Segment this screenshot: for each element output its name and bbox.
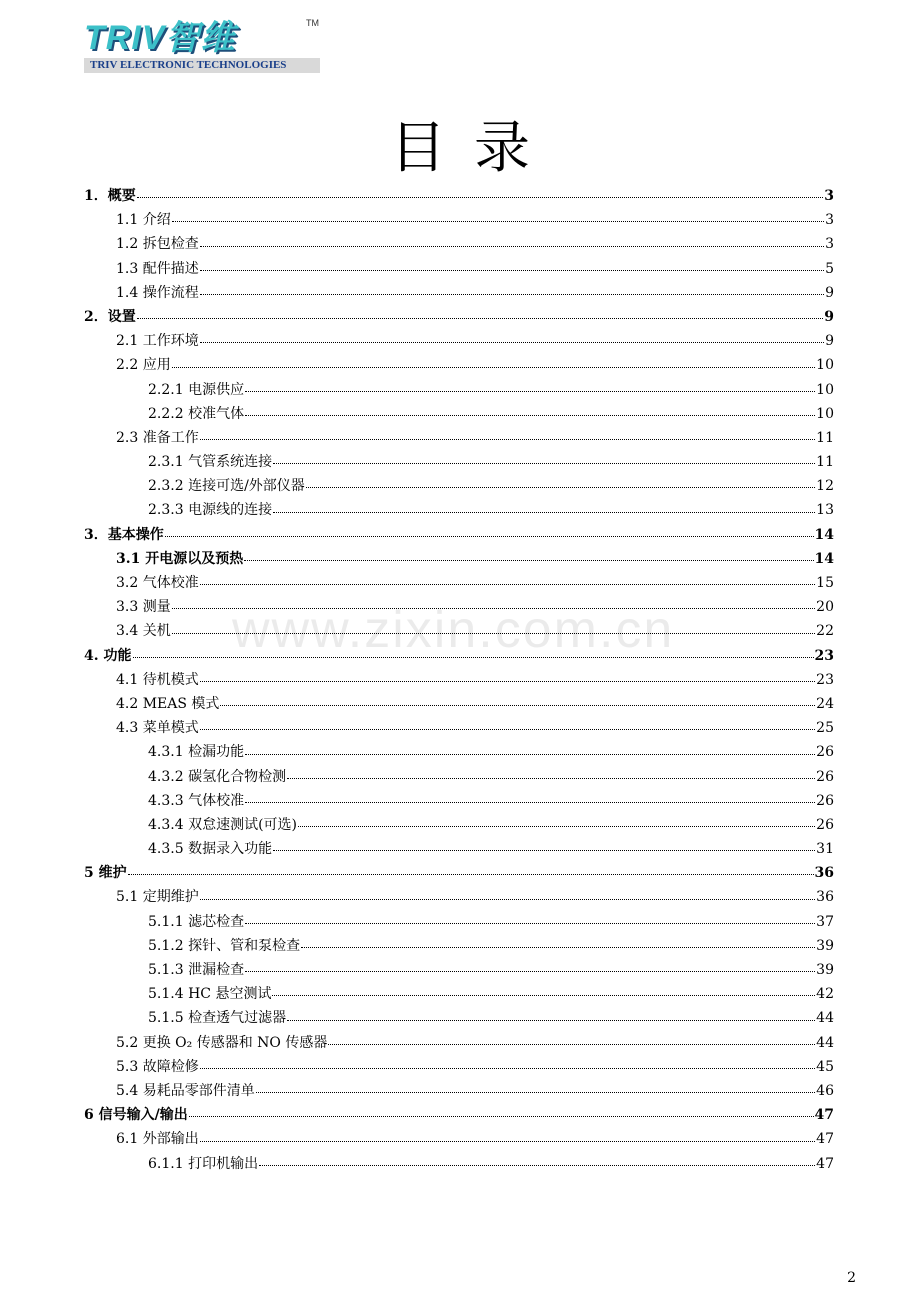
page-number: 2	[847, 1270, 856, 1286]
logo-tagline-bar	[84, 58, 320, 73]
toc-leader-dots	[200, 245, 824, 247]
toc-leader-dots	[272, 994, 815, 996]
toc-entry[interactable]	[84, 1152, 834, 1176]
toc-entry[interactable]	[84, 353, 834, 377]
toc-entry[interactable]	[84, 547, 834, 571]
toc-entry-page: 14	[814, 550, 834, 567]
toc-leader-dots	[306, 486, 815, 488]
toc-entry[interactable]	[84, 813, 834, 837]
toc-leader-dots	[200, 728, 815, 730]
toc-entry-label: 1.2 拆包检查	[116, 236, 199, 253]
toc-entry-page: 3	[824, 188, 834, 204]
toc-entry[interactable]	[84, 765, 834, 789]
toc-entry-page: 24	[816, 695, 834, 712]
toc-entry-page: 10	[816, 381, 834, 398]
toc-leader-dots	[301, 946, 815, 948]
toc-entry-page: 46	[816, 1082, 834, 1099]
toc-leader-dots	[245, 970, 815, 972]
toc-entry-label: 4.3.2 碳氢化合物检测	[148, 768, 287, 785]
toc-entry-label: 2．设置	[84, 308, 136, 325]
toc-leader-dots	[128, 873, 814, 875]
toc-entry[interactable]	[84, 692, 834, 716]
toc-leader-dots	[287, 777, 815, 779]
toc-entry[interactable]	[84, 1055, 834, 1079]
toc-leader-dots	[172, 220, 824, 222]
toc-entry-label: 6.1.1 打印机输出	[148, 1155, 259, 1172]
trademark-mark: TM	[306, 18, 319, 28]
toc-leader-dots	[200, 898, 815, 900]
toc-entry[interactable]	[84, 934, 834, 958]
toc-leader-dots	[245, 753, 815, 755]
toc-entry[interactable]	[84, 910, 834, 934]
toc-entry-page: 36	[814, 865, 834, 882]
toc-entry-page: 10	[816, 405, 834, 422]
toc-entry-label: 4.3 菜单模式	[116, 720, 199, 737]
toc-leader-dots	[137, 196, 824, 198]
toc-entry-page: 39	[816, 937, 834, 954]
logo-wordmark: TRIV智维	[84, 19, 236, 57]
toc-entry[interactable]	[84, 329, 834, 353]
toc-entry-page: 42	[816, 986, 834, 1003]
toc-leader-dots	[245, 390, 815, 392]
toc-entry-label: 1.4 操作流程	[116, 284, 199, 301]
toc-leader-dots	[245, 922, 815, 924]
page-title: 目录	[390, 116, 558, 181]
toc-leader-dots	[200, 438, 815, 440]
toc-entry-label: 1．概要	[84, 188, 136, 204]
toc-leader-dots	[165, 535, 814, 537]
toc-entry[interactable]	[84, 789, 834, 813]
toc-entry[interactable]	[84, 1031, 834, 1055]
toc-entry[interactable]	[84, 1006, 834, 1030]
toc-entry-label: 5.4 易耗品零部件清单	[116, 1082, 255, 1099]
toc-entry-label: 6.1 外部输出	[116, 1131, 199, 1148]
toc-entry[interactable]	[84, 837, 834, 861]
watermark: www.zixin.com.cn	[232, 601, 675, 659]
toc-leader-dots	[172, 607, 815, 609]
toc-entry-page: 9	[825, 284, 834, 301]
toc-entry-page: 26	[816, 792, 834, 809]
toc-entry-label: 5.1.3 泄漏检查	[148, 962, 245, 978]
toc-entry[interactable]	[84, 450, 834, 474]
toc-leader-dots	[200, 583, 815, 585]
toc-leader-dots	[256, 1091, 815, 1093]
toc-entry[interactable]	[84, 184, 834, 208]
toc-entry-label: 3.2 气体校准	[116, 575, 199, 591]
toc-entry-label: 6 信号输入/输出	[84, 1107, 188, 1124]
toc-leader-dots	[273, 462, 815, 464]
toc-entry-label: 4.3.4 双怠速测试(可选)	[148, 816, 297, 833]
toc-entry-label: 3.3 测量	[116, 599, 171, 616]
toc-entry-page: 3	[825, 212, 834, 229]
toc-entry-page: 25	[816, 720, 834, 737]
toc-leader-dots	[245, 414, 815, 416]
toc-entry-page: 44	[816, 1010, 834, 1027]
toc-leader-dots	[328, 1043, 815, 1045]
toc-entry-label: 3.1 开电源以及预热	[116, 550, 244, 567]
toc-leader-dots	[298, 825, 815, 827]
toc-entry-page: 13	[816, 502, 834, 519]
toc-entry-label: 5.1 定期维护	[116, 889, 199, 906]
toc-entry[interactable]	[84, 958, 834, 982]
toc-entry-label: 2.2.1 电源供应	[148, 381, 245, 398]
toc-entry[interactable]	[84, 281, 834, 305]
toc-entry[interactable]	[84, 426, 834, 450]
toc-entry-page: 47	[816, 1131, 834, 1148]
toc-entry-label: 4.3.3 气体校准	[148, 792, 245, 809]
toc-entry-label: 3.4 关机	[116, 623, 171, 640]
toc-entry[interactable]	[84, 498, 834, 522]
company-logo	[84, 18, 320, 74]
toc-leader-dots	[189, 1115, 814, 1117]
toc-entry-page: 23	[816, 671, 834, 688]
toc-leader-dots	[137, 317, 824, 319]
toc-entry-page: 37	[816, 913, 834, 930]
toc-entry-label: 2.2 应用	[116, 357, 171, 374]
toc-entry[interactable]	[84, 982, 834, 1006]
toc-entry[interactable]	[84, 1079, 834, 1103]
table-of-contents	[84, 184, 834, 1176]
toc-leader-dots	[287, 1019, 815, 1021]
toc-entry-label: 5.1.5 检查透气过滤器	[148, 1010, 287, 1027]
toc-entry-page: 9	[824, 308, 834, 325]
toc-entry[interactable]	[84, 378, 834, 402]
toc-leader-dots	[172, 366, 815, 368]
toc-leader-dots	[273, 511, 815, 513]
toc-leader-dots	[259, 1164, 815, 1166]
toc-leader-dots	[200, 341, 824, 343]
toc-entry-label: 5.1.1 滤芯检查	[148, 913, 245, 930]
toc-entry[interactable]	[84, 523, 834, 547]
toc-entry-page: 14	[814, 526, 834, 543]
toc-entry-page: 47	[816, 1155, 834, 1172]
toc-entry-page: 26	[816, 816, 834, 833]
toc-entry[interactable]	[84, 740, 834, 764]
toc-entry-page: 44	[816, 1034, 834, 1051]
toc-entry-page: 11	[816, 429, 834, 446]
toc-entry-label: 4.3.1 检漏功能	[148, 744, 245, 761]
toc-entry-page: 9	[825, 333, 834, 350]
toc-entry-page: 22	[816, 623, 834, 640]
toc-entry[interactable]	[84, 644, 834, 668]
toc-entry-label: 5.1.4 HC 悬空测试	[148, 986, 272, 1003]
toc-entry[interactable]	[84, 716, 834, 740]
toc-entry[interactable]	[84, 1103, 834, 1127]
toc-entry-page: 10	[816, 357, 834, 374]
toc-entry-page: 47	[814, 1107, 834, 1124]
toc-leader-dots	[172, 632, 815, 634]
toc-entry[interactable]	[84, 402, 834, 426]
toc-entry[interactable]	[84, 861, 834, 885]
toc-entry[interactable]	[84, 474, 834, 498]
toc-entry-page: 5	[825, 260, 834, 277]
toc-entry-page: 15	[816, 575, 834, 591]
logo-tagline: TRIV ELECTRONIC TECHNOLOGIES	[90, 59, 287, 71]
toc-entry[interactable]	[84, 619, 834, 643]
toc-leader-dots	[244, 559, 813, 561]
toc-entry-label: 2.3.2 连接可选/外部仪器	[148, 478, 305, 495]
toc-leader-dots	[200, 1067, 815, 1069]
toc-entry-page: 11	[816, 454, 834, 471]
toc-entry-label: 2.3 准备工作	[116, 429, 199, 446]
toc-entry[interactable]	[84, 668, 834, 692]
toc-entry-label: 2.3.3 电源线的连接	[148, 502, 273, 519]
toc-entry-label: 2.3.1 气管系统连接	[148, 454, 273, 471]
toc-leader-dots	[200, 1140, 815, 1142]
toc-entry-page: 31	[816, 841, 834, 858]
toc-entry-label: 5.2 更换 O₂ 传感器和 NO 传感器	[116, 1034, 328, 1051]
toc-entry[interactable]	[84, 885, 834, 909]
toc-entry-label: 5.3 故障检修	[116, 1058, 199, 1075]
toc-leader-dots	[200, 269, 824, 271]
toc-leader-dots	[273, 849, 815, 851]
toc-entry-label: 4.2 MEAS 模式	[116, 695, 220, 712]
toc-entry-page: 12	[816, 478, 834, 495]
toc-entry-label: 3．基本操作	[84, 526, 164, 543]
toc-entry[interactable]	[84, 1127, 834, 1151]
toc-entry[interactable]	[84, 232, 834, 256]
toc-entry[interactable]	[84, 305, 834, 329]
toc-entry-page: 3	[825, 236, 834, 253]
toc-entry[interactable]	[84, 257, 834, 281]
toc-entry-label: 2.1 工作环境	[116, 333, 199, 350]
toc-entry-page: 26	[816, 768, 834, 785]
toc-entry-page: 20	[816, 599, 834, 616]
toc-leader-dots	[133, 656, 814, 658]
toc-entry-page: 36	[816, 889, 834, 906]
toc-entry-label: 4. 功能	[84, 647, 132, 664]
toc-entry-label: 1.1 介绍	[116, 212, 171, 229]
toc-entry-label: 4.1 待机模式	[116, 671, 199, 688]
toc-leader-dots	[200, 680, 815, 682]
toc-entry-page: 23	[814, 647, 834, 664]
toc-entry-label: 5 维护	[84, 865, 127, 882]
toc-leader-dots	[200, 293, 824, 295]
toc-entry[interactable]	[84, 595, 834, 619]
toc-entry-page: 26	[816, 744, 834, 761]
toc-entry[interactable]	[84, 208, 834, 232]
toc-entry-label: 4.3.5 数据录入功能	[148, 841, 273, 858]
toc-leader-dots	[245, 801, 815, 803]
toc-entry-label: 1.3 配件描述	[116, 260, 199, 277]
toc-entry-label: 2.2.2 校准气体	[148, 405, 245, 422]
toc-entry-page: 39	[816, 962, 834, 978]
toc-entry[interactable]	[84, 571, 834, 595]
toc-leader-dots	[220, 704, 815, 706]
toc-entry-page: 45	[816, 1058, 834, 1075]
toc-entry-label: 5.1.2 探针、管和泵检查	[148, 937, 301, 954]
